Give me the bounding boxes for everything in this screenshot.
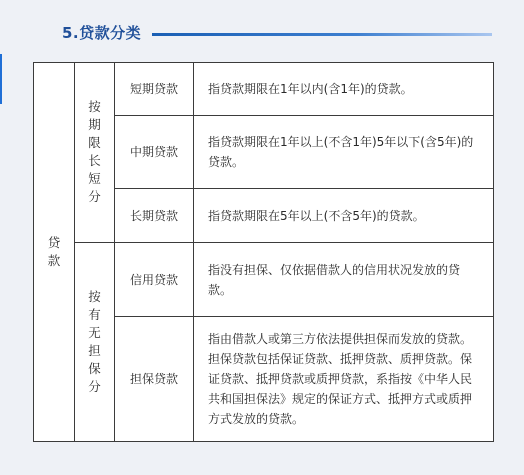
loan-description-cell: 指贷款期限在1年以内(含1年)的贷款。 xyxy=(194,63,494,116)
group-cell-term xyxy=(75,63,115,243)
loan-description-cell: 指由借款人或第三方依法提供担保而发放的贷款。担保贷款包括保证贷款、抵押贷款、质押贷款。保证贷款、抵押贷款或质押贷款，系指按《中华人民共和国担保法》规定的保证方式、抵押方式或质押方式发放的贷款。 xyxy=(194,317,494,442)
section-heading: 5.贷款分类 xyxy=(62,24,142,42)
root-category-cell xyxy=(34,63,75,442)
loan-type-cell: 中期贷款 xyxy=(115,116,194,189)
loan-type-cell: 长期贷款 xyxy=(115,189,194,243)
group-label-term: 按期限长短分 xyxy=(88,99,101,204)
table-row xyxy=(34,63,494,116)
loan-type-cell: 信用贷款 xyxy=(115,243,194,317)
table-row xyxy=(34,243,494,317)
loan-type-cell: 短期贷款 xyxy=(115,63,194,116)
loan-description-cell: 指贷款期限在5年以上(不含5年)的贷款。 xyxy=(194,189,494,243)
heading-divider xyxy=(152,33,492,36)
loan-type-cell: 担保贷款 xyxy=(115,317,194,442)
root-category-label: 贷款 xyxy=(47,234,61,268)
group-label-guarantee: 按有无担保分 xyxy=(88,288,101,394)
group-cell-guarantee xyxy=(75,243,115,442)
loan-description-cell: 指没有担保、仅依据借款人的信用状况发放的贷款。 xyxy=(194,243,494,317)
loan-description-cell: 指贷款期限在1年以上(不含1年)5年以下(含5年)的贷款。 xyxy=(194,116,494,189)
left-accent-bar xyxy=(0,54,2,104)
loan-classification-table xyxy=(33,62,494,442)
